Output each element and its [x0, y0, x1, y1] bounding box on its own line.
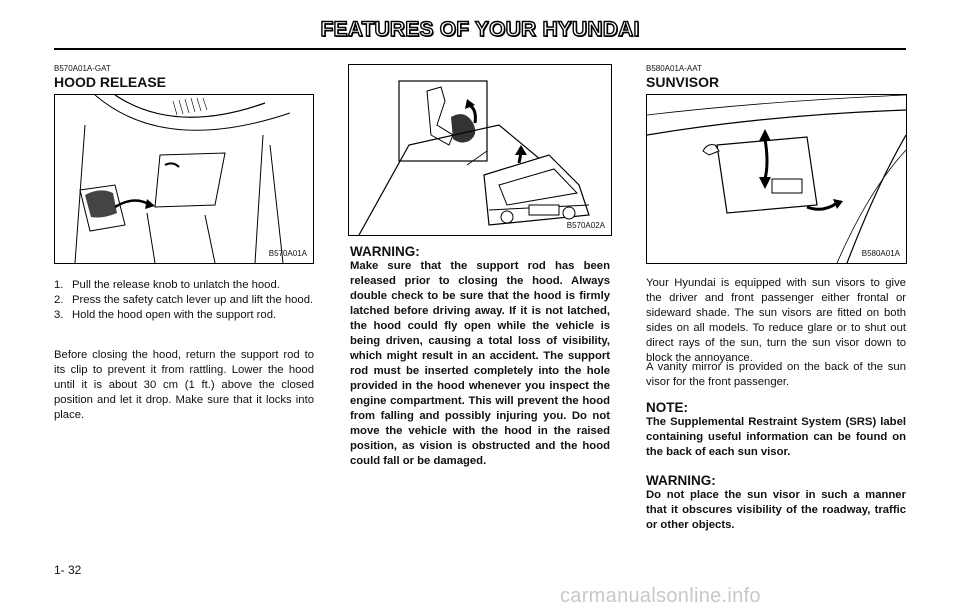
- sunvisor-paragraph-2: A vanity mirror is provided on the back of the sun visor for the front passenger.: [646, 361, 906, 388]
- sunvisor-figure-label: B580A01A: [861, 249, 900, 258]
- sunvisor-code: B580A01A-AAT: [646, 64, 702, 73]
- step-item: 1. Pull the release knob to unlatch the hood.: [54, 279, 280, 291]
- hood-release-steps: [54, 278, 314, 323]
- sunvisor-paragraph-1: Your Hyundai is equipped with sun visors to give the driver and front passenger either frontal or sideward shade. The sun visors are fitted on both sides on all models. To reduce glare or to shut out direct rays of the sun, turn the sun visor down to block the annoyance.: [646, 277, 906, 364]
- middle-warning-text: Make sure that the support rod has been released prior to closing the hood. Always double check to be sure that the hood is firmly latched before driving away. If it is not latched, the hood could fly open while the vehicle is being driven, causing a total loss of visibility, which might result in an accident. The support rod must be inserted completely into the hole provided in the hood whenever you inspect the engine compartment. This will prevent the hood from falling and possibly injuring you. Do not move the vehicle with the hood in the raised position, as vision is obstructed and the hood could fall or be damaged.: [350, 260, 610, 467]
- hood-release-paragraph: Before closing the hood, return the support rod to its clip to prevent it from rattling. Lower the hood until it is about 30 cm (1 ft.) above the closed position and let it drop. Make sure that it locks into place.: [54, 349, 314, 421]
- step-item: 3. Hold the hood open with the support rod.: [54, 309, 277, 321]
- hood-support-figure-label: B570A02A: [566, 221, 605, 230]
- hood-release-figure: [54, 94, 314, 264]
- sunvisor-warning-title: WARNING:: [646, 473, 716, 488]
- sunvisor-figure: [646, 94, 907, 264]
- hood-support-illustration: [349, 65, 611, 235]
- watermark: carmanualsonline.info: [560, 585, 761, 607]
- hood-support-figure: [348, 64, 612, 236]
- sunvisor-note-title: NOTE:: [646, 400, 688, 415]
- middle-warning-title: WARNING:: [350, 244, 420, 259]
- sunvisor-title: SUNVISOR: [646, 74, 720, 90]
- page-number: 1- 32: [54, 563, 82, 577]
- sunvisor-warning-text: Do not place the sun visor in such a manner that it obscures visibility of the roadway, traffic or other objects.: [646, 489, 906, 531]
- hood-release-title: HOOD RELEASE: [54, 74, 167, 90]
- hood-release-code: B570A01A-GAT: [54, 64, 111, 73]
- hood-release-illustration: [55, 95, 313, 263]
- step-item: 2. Press the safety catch lever up and lift the hood.: [54, 294, 314, 306]
- page-header-title: FEATURES OF YOUR HYUNDAI: [320, 18, 640, 41]
- hood-release-figure-label: B570A01A: [268, 249, 307, 258]
- sunvisor-note-text: The Supplemental Restraint System (SRS) label containing useful information can be found on the back of each sun visor.: [646, 416, 906, 458]
- sunvisor-illustration: [647, 95, 906, 263]
- header-rule: [54, 48, 906, 50]
